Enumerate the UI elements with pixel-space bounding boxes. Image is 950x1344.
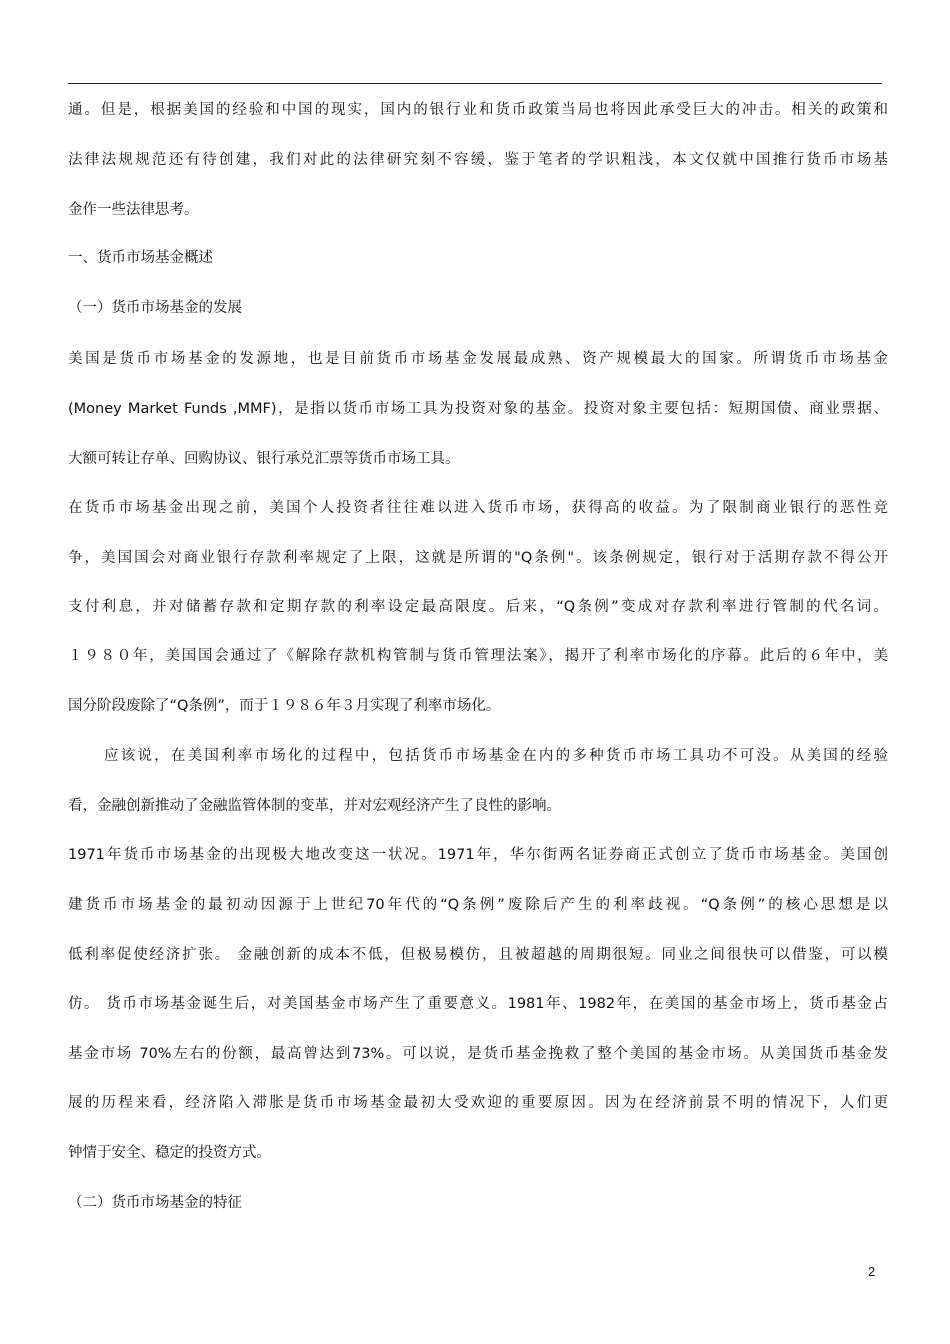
body-line: 展的历程来看，经济陷入滞胀是货币市场基金最初大受欢迎的重要原因。因为在经济前景不明的情况下，人们更 [68,1095,888,1111]
body-line: 仿。 货币市场基金诞生后，对美国基金市场产生了重要意义。1981年、1982年，在美国的基金市场上，货币基金占 [68,996,888,1012]
header-rule [68,83,882,84]
body-line: 看，金融创新推动了金融监管体制的变革，并对宏观经济产生了良性的影响。 [68,798,561,814]
body-line: 基金市场 70%左右的份额，最高曾达到73%。可以说，是货币基金挽救了整个美国的基金市场。从美国货币基金发 [68,1046,888,1062]
subsection-heading: （二）货币市场基金的特征 [68,1195,242,1211]
body-line: (Money Market Funds ,MMF)，是指以货币市场工具为投资对象的基金。投资对象主要包括：短期国债、商业票据、 [68,401,888,417]
body-line: 1971年货币市场基金的出现极大地改变这一状况。1971年，华尔街两名证券商正式创立了货币市场基金。美国创 [68,847,888,863]
body-line: 大额可转让存单、回购协议、银行承兑汇票等货币市场工具。 [68,451,460,467]
section-heading: 一、货币市场基金概述 [68,250,213,266]
body-line: 国分阶段废除了“Q条例”，而于１９８６年３月实现了利率市场化。 [68,698,501,714]
body-line: 钟情于安全、稳定的投资方式。 [68,1145,271,1161]
body-line: 低利率促使经济扩张。 金融创新的成本不低，但极易模仿，且被超越的周期很短。同业之间很快可以借鉴，可以模 [68,947,888,963]
body-line: 法律法规规范还有待创建，我们对此的法律研究刻不容缓，鉴于笔者的学识粗浅，本文仅就中国推行货币市场基 [68,152,888,168]
subsection-heading: （一）货币市场基金的发展 [68,300,242,316]
body-line: 在货币市场基金出现之前，美国个人投资者往往难以进入货币市场，获得高的收益。为了限制商业银行的恶性竞 [68,500,888,516]
body-line: 建货币市场基金的最初动因源于上世纪70年代的“Q条例”废除后产生的利率歧视。“Q条例”的核心思想是以 [68,897,888,913]
body-line: １９８０年，美国国会通过了《解除存款机构管制与货币管理法案》，揭开了利率市场化的序幕。此后的６年中，美 [68,648,888,664]
body-line: 金作一些法律思考。 [68,202,199,218]
page-number: 2 [868,1264,876,1279]
body-line: 美国是货币市场基金的发源地，也是目前货币市场基金发展最成熟、资产规模最大的国家。所谓货币市场基金 [68,351,888,367]
body-line: 争，美国国会对商业银行存款利率规定了上限，这就是所谓的"Q条例"。该条例规定，银行对于活期存款不得公开 [68,550,888,566]
body-line: 支付利息，并对储蓄存款和定期存款的利率设定最高限度。后来，“Q条例”变成对存款利率进行管制的代名词。 [68,599,888,615]
body-line: 通。但是，根据美国的经验和中国的现实，国内的银行业和货币政策当局也将因此承受巨大的冲击。相关的政策和 [68,102,888,118]
body-line: 应该说，在美国利率市场化的过程中，包括货币市场基金在内的多种货币市场工具功不可没。从美国的经验 [104,748,888,764]
